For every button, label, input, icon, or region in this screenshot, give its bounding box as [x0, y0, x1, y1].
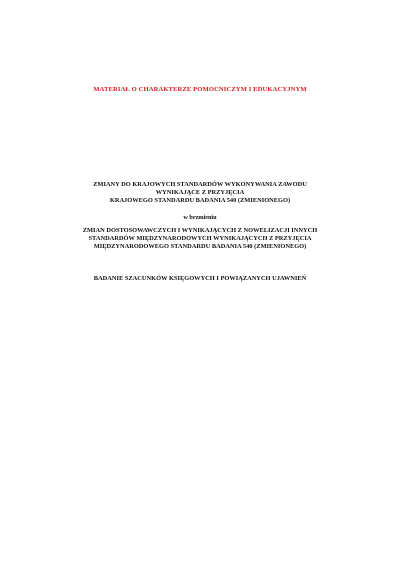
subtitle-line: MIĘDZYNARODOWEGO STANDARDU BADANIA 540 (ZMIENIONEGO): [93, 243, 307, 251]
subtitle-line: ZMIAN DOSTOSOWAWCZYCH I WYNIKAJĄCYCH Z NOWELIZACJI INNYCH: [82, 227, 318, 234]
main-title: [0, 181, 400, 206]
connector-text: w brzmieniu: [183, 214, 217, 221]
disclaimer-banner: MATERIAŁ O CHARAKTERZE POMOCNICZYM I EDUKACYJNYM: [93, 86, 307, 93]
subtitle-line: STANDARDÓW MIĘDZYNARODOWYCH WYNIKAJĄCYCH Z PRZYJĘCIA: [88, 235, 312, 243]
main-title-line: ZMIANY DO KRAJOWYCH STANDARDÓW WYKONYWANIA ZAWODU: [93, 181, 307, 188]
standard-heading: BADANIE SZACUNKÓW KSIĘGOWYCH I POWIĄZANYCH UJAWNIEŃ: [93, 275, 307, 282]
main-title-line: KRAJOWEGO STANDARDU BADANIA 540 (ZMIENIONEGO): [109, 197, 291, 205]
main-title-line: WYNIKAJĄCE Z PRZYJĘCIA: [155, 189, 245, 197]
subtitle: [0, 227, 400, 252]
